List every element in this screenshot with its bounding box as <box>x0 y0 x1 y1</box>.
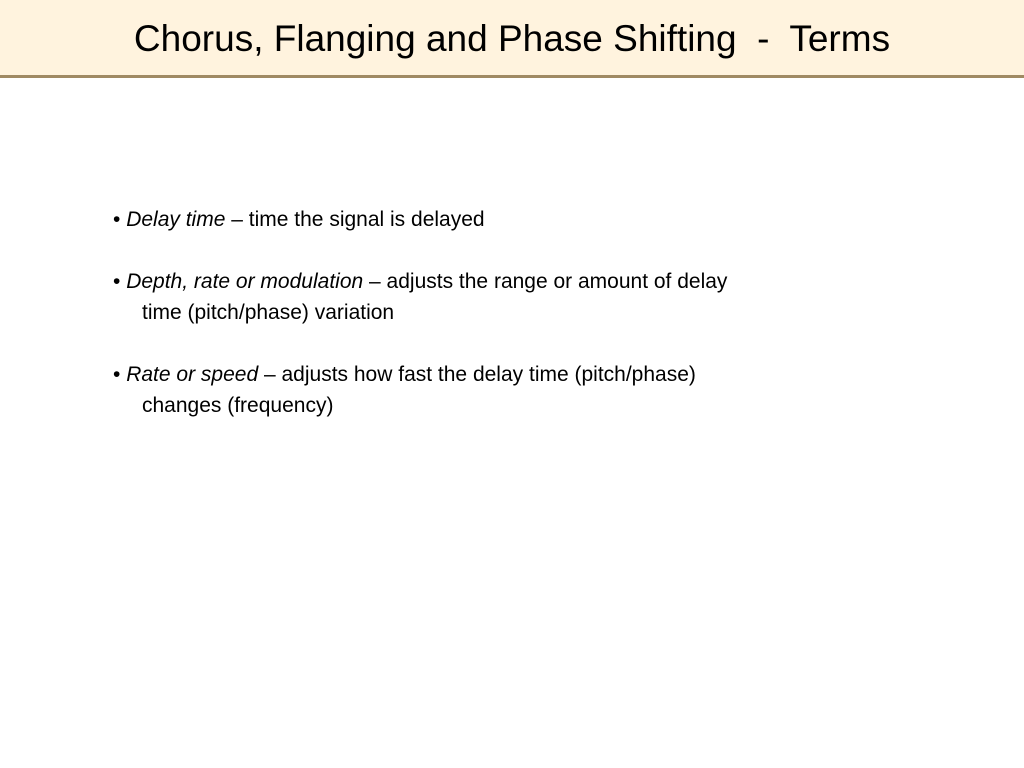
bullet-definition: adjusts the range or amount of delay <box>386 270 728 293</box>
bullet-first-line <box>113 266 913 297</box>
bullet-separator: – <box>231 208 243 231</box>
bullet-list <box>113 204 913 452</box>
bullet-first-line <box>113 204 913 235</box>
title-divider <box>0 75 1024 78</box>
bullet-definition-continued: time (pitch/phase) variation <box>142 301 395 324</box>
bullet-item-depth-rate-modulation <box>113 266 913 328</box>
bullet-definition: adjusts how fast the delay time (pitch/phase) <box>281 363 696 386</box>
bullet-term: Delay time <box>126 208 226 231</box>
bullet-separator: – <box>369 270 381 293</box>
bullet-item-rate-or-speed <box>113 359 913 421</box>
bullet-separator: – <box>263 363 276 386</box>
bullet-definition-continued: changes (frequency) <box>142 394 334 417</box>
bullet-item-delay-time <box>113 204 913 235</box>
bullet-marker: • <box>113 270 121 293</box>
bullet-marker: • <box>113 363 121 386</box>
bullet-term: Depth, rate or modulation <box>126 270 364 293</box>
bullet-term: Rate or speed <box>126 363 259 386</box>
slide-title: Chorus, Flanging and Phase Shifting - Terms <box>133 18 891 59</box>
bullet-marker: • <box>113 208 121 231</box>
bullet-first-line <box>113 359 913 390</box>
bullet-definition: time the signal is delayed <box>248 208 485 231</box>
